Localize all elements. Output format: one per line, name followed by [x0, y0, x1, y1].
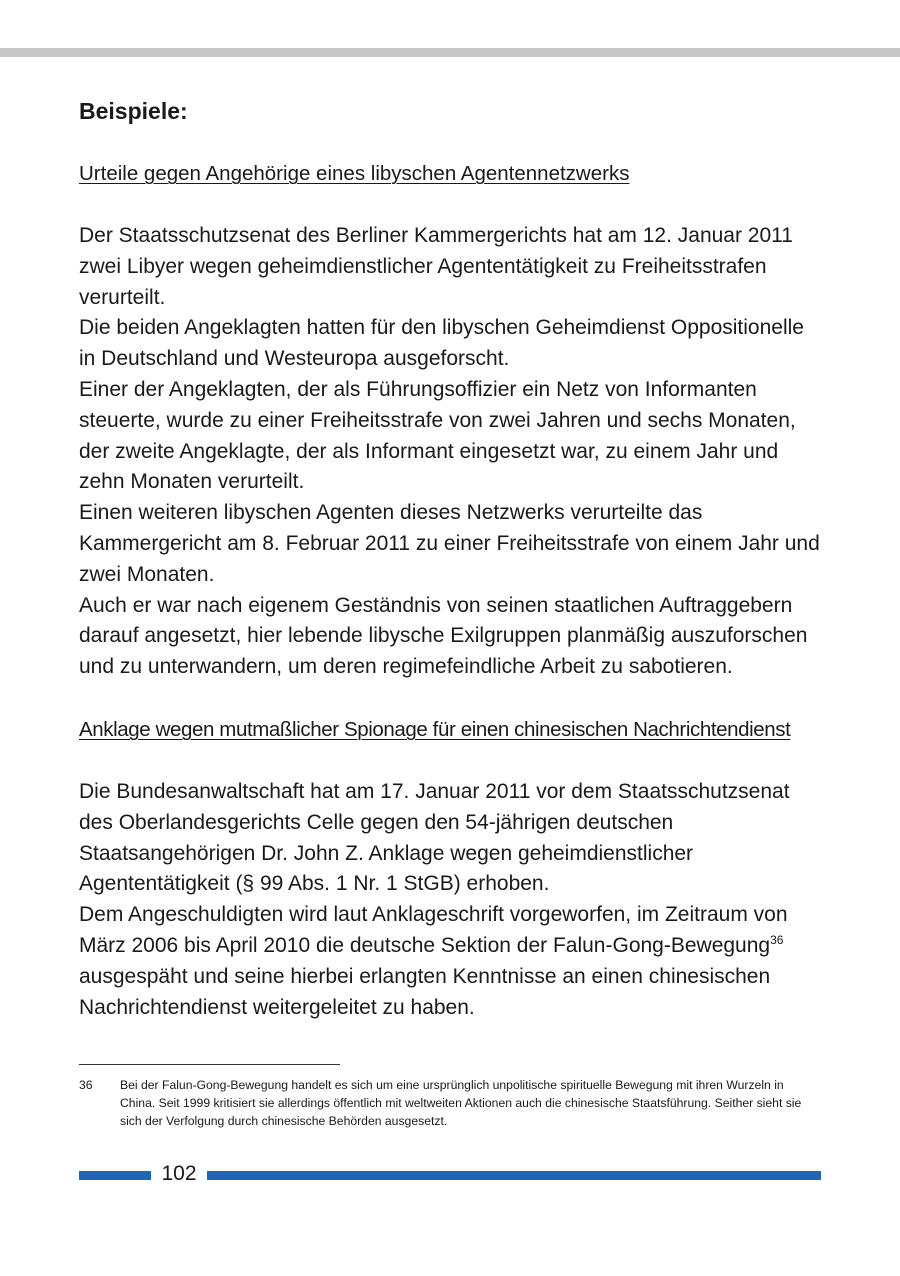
footnote — [79, 1076, 814, 1130]
footnote-reference[interactable]: 36 — [770, 932, 784, 947]
paragraph — [79, 900, 824, 1023]
paragraph: Auch er war nach eigenem Geständnis von seinen staatlichen Auftraggebern darauf angesetzt, hier lebende libysche Exilgruppen planmäßig auszuforschen und zu unterwandern, um deren regimefeindliche Arbeit zu sabotieren. — [79, 593, 808, 679]
footer-bar-right — [207, 1171, 821, 1180]
page-content — [79, 95, 824, 1023]
top-divider — [0, 48, 900, 57]
paragraph-text: ausgespäht und seine hierbei erlangten Kenntnisse an einen chinesischen Nachrichtendienst weitergeleitet zu haben. — [79, 964, 771, 1019]
section-title-libyan-network: Urteile gegen Angehörige eines libyschen Agentennetzwerks — [79, 162, 630, 185]
section-title-chinese-espionage: Anklage wegen mutmaßlicher Spionage für einen chinesischen Nachrichtendienst — [79, 717, 791, 741]
paragraph: Die beiden Angeklagten hatten für den libyschen Geheimdienst Oppositionelle in Deutschland und Westeuropa ausgeforscht. — [79, 316, 804, 371]
paragraph: Die Bundesanwaltschaft hat am 17. Januar 2011 vor dem Staatsschutzsenat des Oberlandesgerichts Celle gegen den 54-jährigen deutschen Staatsangehörigen Dr. John Z. Anklage wegen geheimdienstlicher Agententätigkeit (§ 99 Abs. 1 Nr. 1 StGB) erhoben. — [79, 779, 790, 896]
paragraph: Der Staatsschutzsenat des Berliner Kammergerichts hat am 12. Januar 2011 zwei Libyer wegen geheimdienstlicher Agententätigkeit zu Freiheitsstrafen verurteilt. — [79, 224, 793, 309]
page-heading: Beispiele: — [79, 98, 188, 124]
section-body-chinese-espionage — [79, 777, 824, 1023]
footer-bar-left — [79, 1171, 151, 1180]
paragraph: Einen weiteren libyschen Agenten dieses Netzwerks verurteilte das Kammergericht am 8. Februar 2011 zu einer Freiheitsstrafe von einem Jahr und zwei Monaten. — [79, 501, 820, 586]
paragraph: Einer der Angeklagten, der als Führungsoffizier ein Netz von Informanten steuerte, wurde zu einer Freiheitsstrafe von zwei Jahren und sechs Monaten, der zweite Angeklagte, der als Informant eingesetzt war, zu einem Jahr und zehn Monaten verurteilt. — [79, 377, 796, 494]
footnote-divider — [79, 1064, 340, 1065]
paragraph-text: Dem Angeschuldigten wird laut Anklageschrift vorgeworfen, im Zeitraum von März 2006 bis April 2010 die deutsche Sektion der Falun-Gong-Bewegung — [79, 903, 788, 957]
footnote-number: 36 — [79, 1078, 93, 1092]
footnote-text: Bei der Falun-Gong-Bewegung handelt es sich um eine ursprünglich unpolitische spirituelle Bewegung mit ihren Wurzeln in China. Seit 1999 kritisiert sie allerdings öffentlich mit weltweiten Aktionen auch die chinesische Staatsführung. Seither sieht sie sich der Verfolgung durch chinesische Behörden ausgesetzt. — [120, 1078, 802, 1128]
section-body-libyan-network — [79, 221, 824, 683]
page-number: 102 — [161, 1162, 197, 1185]
